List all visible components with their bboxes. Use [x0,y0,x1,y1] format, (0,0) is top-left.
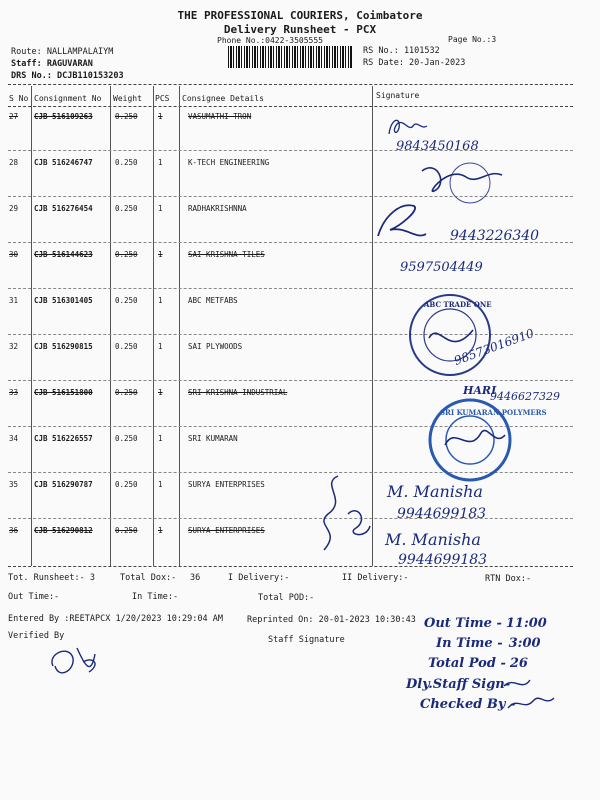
cell-consignment: CJB 516301405 [34,296,93,305]
sri-kumaran-stamp-text: SRI KUMARAN POLYMERS [440,408,547,417]
cell-pcs: 1 [158,480,163,489]
cell-sno: 27 [9,112,19,121]
table-bottom-rule [8,566,573,567]
name-note-36: M. Manisha [385,530,481,549]
rtn-dox: RTN Dox:- [485,574,532,584]
column-divider [153,86,154,566]
table-top-rule [8,84,573,85]
cell-weight: 0.250 [115,204,138,213]
total-dox-value: 36 [190,573,201,583]
hari-note: HARI [463,384,497,397]
cell-consignment: CJB 516290815 [34,342,93,351]
cell-pcs: 1 [158,250,163,259]
row-divider [8,288,573,289]
col-signature-header: Signature [376,91,420,100]
cell-sno: 30 [9,250,19,259]
stamp-total-pod: Total Pod - 26 [428,656,528,671]
verified-by: Verified By [8,631,65,641]
cell-consignee: RADHAKRISHNNA [188,204,247,213]
cell-sno: 34 [9,434,19,443]
entered-by: Entered By :REETAPCX 1/20/2023 10:29:04 AM [8,614,223,624]
cell-sno: 31 [9,296,19,305]
col-pcs-header: PCS [155,94,170,103]
cell-sno: 33 [9,388,19,397]
phone-note-36: 9944699183 [398,552,488,568]
cell-pcs: 1 [158,204,163,213]
stamp-out-time: Out Time - 11:00 [424,616,547,631]
phone-note-35: 9944699183 [397,506,487,522]
total-pod-label: Total POD:- [258,593,315,603]
signature-28 [385,112,430,142]
cell-weight: 0.250 [115,388,138,397]
abc-trade-stamp-text: ABC TRADE ONE [424,300,492,309]
phone-number: Phone No.:0422-3505555 [217,36,323,45]
col-sno-header: S No [9,94,29,103]
phone-note-30: 9597504449 [400,260,483,275]
ii-delivery: II Delivery:- [342,573,409,583]
col-consignee-header: Consignee Details [182,94,264,103]
signature-35-36 [308,470,378,560]
table-header-rule [8,106,573,107]
rs-number: RS No.: 1101532 [363,46,440,56]
barcode [228,46,352,68]
cell-sno: 35 [9,480,19,489]
rs-date: RS Date: 20-Jan-2023 [363,58,466,68]
cell-weight: 0.250 [115,250,138,259]
cell-consignment: CJB 516246747 [34,158,93,167]
row-divider [8,150,573,151]
column-divider [179,86,180,566]
company-name: THE PROFESSIONAL COURIERS, Coimbatore [177,9,423,22]
cell-weight: 0.250 [115,526,138,535]
cell-consignee: SURYA ENTERPRISES [188,480,265,489]
document-title: Delivery Runsheet - PCX [223,23,377,36]
cell-consignment: CJB 516144623 [34,250,93,259]
cell-pcs: 1 [158,434,163,443]
cell-consignee: SAI KRISHNA TILES [188,250,265,259]
phone-note-33: 9446627329 [490,390,560,403]
cell-consignee: K-TECH ENGINEERING [188,158,270,167]
out-time-label: Out Time:- [8,592,60,602]
cell-weight: 0.250 [115,112,138,121]
reprinted-on: Reprinted On: 20-01-2023 10:30:43 [247,615,416,625]
route-label: Route: NALLAMPALAIYM [11,47,114,57]
name-note-35: M. Manisha [387,482,483,501]
phone-note-29: 9443226340 [450,228,540,244]
total-dox-label: Total Dox:- [120,573,177,583]
stamp-dly-staff-sign: Dly.Staff Sign- [406,677,511,692]
column-divider [31,86,32,566]
drs-number: DRS No.: DCJB110153203 [11,71,124,81]
cell-consignment: CJB 516151800 [34,388,93,397]
cell-weight: 0.250 [115,296,138,305]
phone-note-32: 98573016910 [452,326,536,368]
i-delivery: I Delivery:- [228,573,290,583]
stamp-in-time: In Time - 3:00 [436,636,541,651]
cell-consignee: SAI PLYWOODS [188,342,243,351]
page-number: Page No.:3 [448,35,497,44]
cell-weight: 0.250 [115,434,138,443]
cell-pcs: 1 [158,342,163,351]
col-consignment-header: Consignment No [34,94,102,103]
cell-pcs: 1 [158,112,163,121]
row-divider [8,380,573,381]
cell-consignee: VASUMATHI TRON [188,112,252,121]
cell-consignee: SRI KUMARAN [188,434,238,443]
cell-weight: 0.250 [115,480,138,489]
stamp-checked-by: Checked By - [420,697,516,712]
checked-by-signature [500,672,560,718]
cell-consignee: SURYA ENTERPRISES [188,526,265,535]
cell-consignment: CJB 516276454 [34,204,93,213]
phone-note-28: 9843450168 [396,139,479,154]
signature-29-scribble [418,155,508,210]
cell-sno: 28 [9,158,19,167]
cell-pcs: 1 [158,296,163,305]
cell-consignment: CJB 516109263 [34,112,93,121]
col-weight-header: Weight [113,94,142,103]
in-time-label: In Time:- [132,592,179,602]
verified-by-signature [45,636,105,684]
cell-sno: 29 [9,204,19,213]
cell-consignment: CJB 516226557 [34,434,93,443]
cell-consignee: ABC METFABS [188,296,238,305]
column-divider [110,86,111,566]
cell-sno: 32 [9,342,19,351]
staff-label: Staff: RAGUVARAN [11,59,93,69]
signature-29 [370,196,430,246]
cell-consignee: SRI KRISHNA INDUSTRIAL [188,388,288,397]
cell-sno: 36 [9,526,19,535]
cell-weight: 0.250 [115,158,138,167]
cell-pcs: 1 [158,388,163,397]
total-runsheet: Tot. Runsheet:- 3 [8,573,95,583]
cell-consignment: CJB 516290812 [34,526,93,535]
cell-pcs: 1 [158,158,163,167]
cell-pcs: 1 [158,526,163,535]
cell-weight: 0.250 [115,342,138,351]
staff-signature-label: Staff Signature [268,635,345,645]
row-divider [8,518,573,519]
cell-consignment: CJB 516290787 [34,480,93,489]
